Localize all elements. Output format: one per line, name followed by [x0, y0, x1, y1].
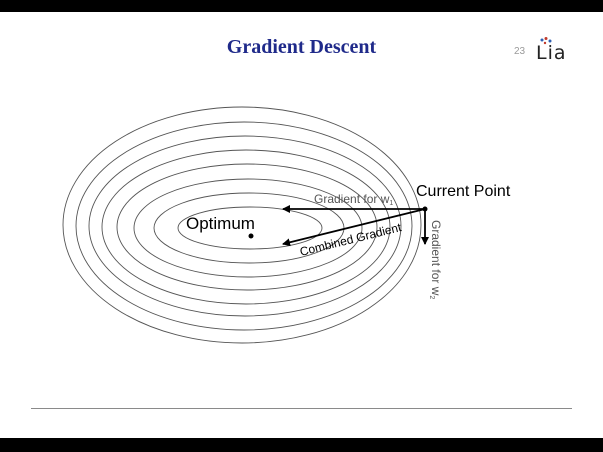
gradient-w1-subscript: 1: [389, 200, 394, 207]
current-point-label: Current Point: [416, 183, 511, 200]
gradient-w2-subscript: 2: [428, 295, 435, 300]
gradient-w2-label: Gradient for w2: [428, 220, 443, 300]
optimum-label: Optimum: [186, 214, 255, 233]
page-number: 23: [514, 46, 526, 57]
optimum-point: [249, 234, 254, 239]
logo-text: Lia: [536, 42, 567, 64]
slide-title: Gradient Descent: [226, 36, 377, 58]
combined-gradient-label: Combined Gradient: [298, 220, 403, 259]
gradient-w1-label: Gradient for w1: [314, 192, 394, 207]
gradient-descent-diagram: [0, 12, 603, 438]
footer-divider: [31, 408, 572, 409]
slide: [0, 12, 603, 438]
